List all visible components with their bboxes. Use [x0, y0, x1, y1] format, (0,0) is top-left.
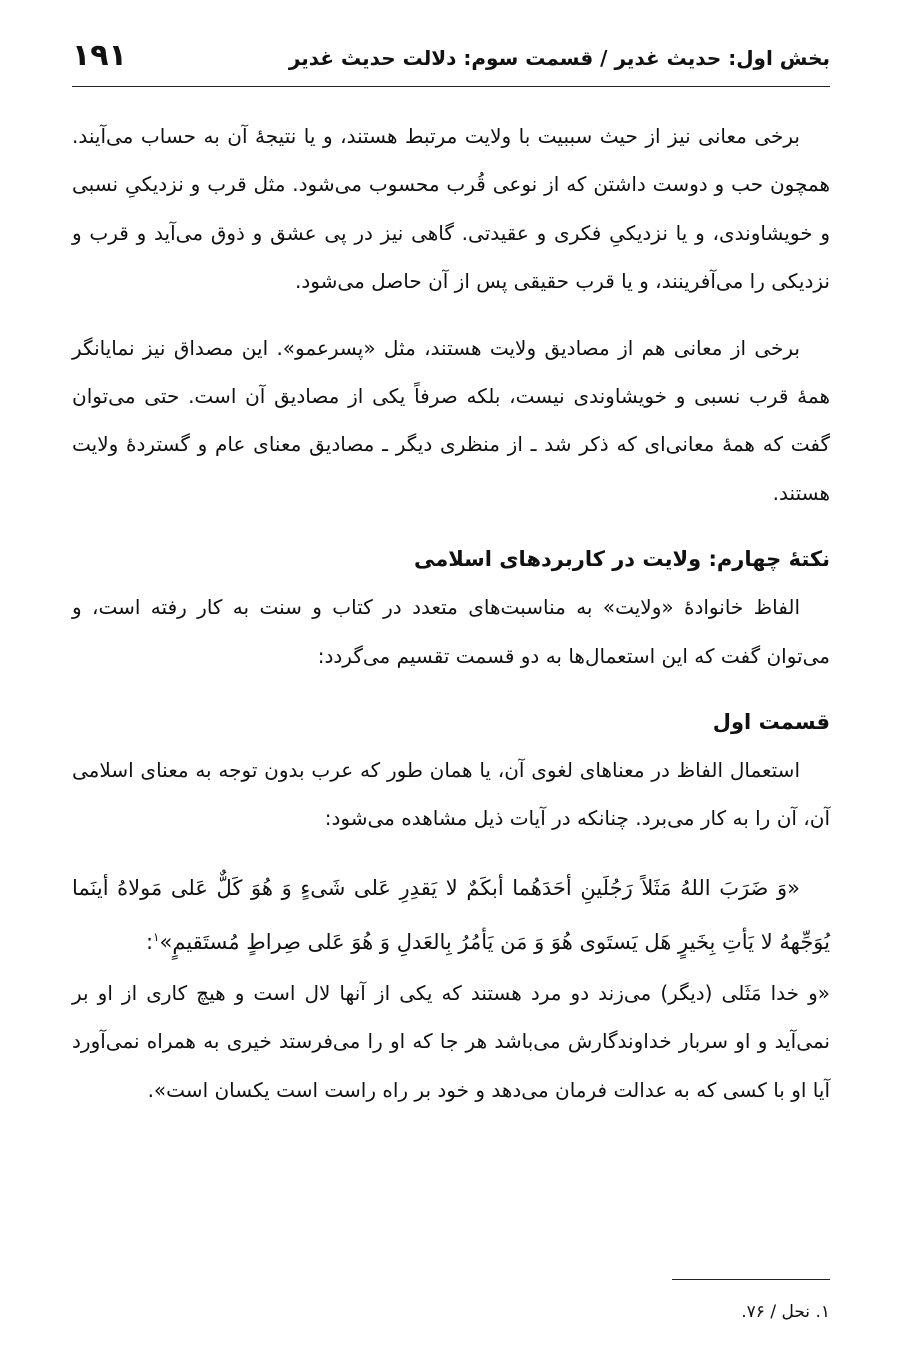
paragraph-1: برخی معانی نیز از حیث سببیت با ولایت مرتبط هستند، و یا نتیجهٔ آن به حساب می‌آیند. همچون حب و دوست داشتن که از نوعی قُرب محسوب می‌شود. مثل قرب و نزدیکیِ نسبی و خویشاوندی، و یا نزدیکیِ فکری و عقیدتی. گاهی نیز در پی عشق و ذوق می‌آید و قرب و نزدیکی را می‌آفرینند، و یا قرب حقیقی پس از آن حاصل می‌شود. [72, 124, 830, 294]
page-number: ۱۹۱ [72, 38, 127, 73]
page-header [72, 36, 830, 87]
running-title: بخش اول: حدیث غدیر / قسمت سوم: دلالت حدیث غدیر [288, 46, 830, 70]
footnote-divider [672, 1279, 830, 1280]
section-heading-note-four: نکتهٔ چهارم: ولایت در کاربردهای اسلامی [413, 547, 830, 572]
paragraph-3: الفاظ خانوادهٔ «ولایت» به مناسبت‌های متعدد در کتاب و سنت به کار رفته است، و می‌توان گفت که این استعمال‌ها به دو قسمت تقسیم می‌گردد: [72, 595, 830, 668]
section-heading-part-one: قسمت اول [712, 710, 830, 735]
verse-translation: «و خدا مَثَلی (دیگر) می‌زند دو مرد هستند که یکی از آنها لال است و هیچ کاری از او بر نمی‌آید و او سربار خداوندگارش می‌باشد هر جا که او را می‌فرستد خیری به همراه نمی‌آورد آیا او با کسی که به عدالت فرمان می‌دهد و خود بر راه راست است یکسان است». [72, 980, 830, 1102]
quote-colon: : [145, 929, 154, 954]
quran-verse-text: «وَ ضَرَبَ اللهُ مَثَلاً رَجُلَینِ أحَدَهُما أبکَمٌ لا یَقدِرِ عَلی شَیءٍ وَ هُوَ کَلٌّ عَلی مَولاهُ أینَما یُوَجِّههُ لا یَأتِ بِخَیرٍ هَل یَستَوی هُوَ وَ مَن یَأمُرُ بِالعَدلِ وَ هُوَ عَلی صِراطٍ مُستَقیمٍ» [72, 875, 830, 954]
paragraph-4: استعمال الفاظ در معناهای لغوی آن، یا همان طور که عرب بدون توجه به معنای اسلامی آن، آن را به کار می‌برد. چنانکه در آیات ذیل مشاهده می‌شود: [72, 758, 830, 831]
quran-quote [72, 861, 830, 969]
paragraph-2: برخی از معانی هم از مصادیق ولایت هستند، مثل «پسرعمو». این مصداق نیز نمایانگر همهٔ قرب نسبی و خویشاوندی نیست، بلکه صرفاً یکی از مصادیق آن است. حتی می‌توان گفت که همهٔ معانی‌ای که ذکر شد ـ از منظری دیگر ـ مصادیق معنای عام و گستردهٔ ولایت هستند. [72, 335, 830, 505]
footnote-marker: ۱ [153, 929, 160, 944]
page-body [72, 112, 830, 1114]
footnote: ۱. نحل / ۷۶. [741, 1302, 830, 1322]
